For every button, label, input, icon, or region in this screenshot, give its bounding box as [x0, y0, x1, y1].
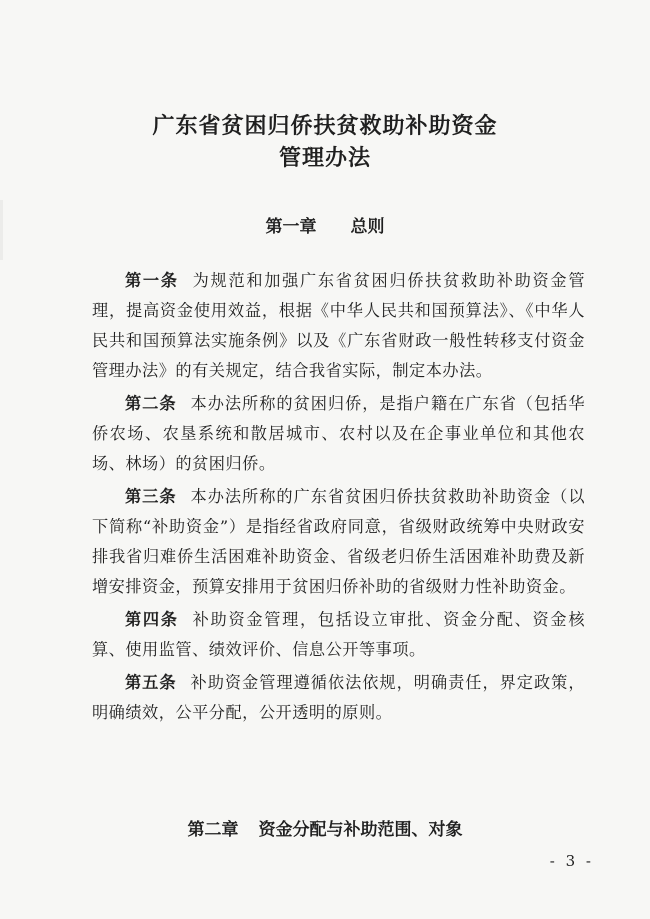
article-1 [92, 266, 585, 386]
chapter-one-heading [0, 216, 650, 238]
article-3-number: 第三条 [125, 487, 177, 506]
chapter-two-label: 第二章 [187, 820, 239, 840]
article-1-text: 为规范和加强广东省贫困归侨扶贫救助补助资金管理，提高资金使用效益，根据《中华人民共和国预算法》、《中华人民共和国预算法实施条例》以及《广东省财政一般性转移支付资金管理办法》的有关规定，结合我省实际，制定本办法。 [92, 271, 586, 380]
article-2-number: 第二条 [125, 394, 177, 413]
article-3-text: 本办法所称的广东省贫困归侨扶贫救助补助资金（以下简称“补助资金”）是指经省政府同意，省级财政统筹中央财政安排我省归难侨生活困难补助资金、省级老归侨生活困难补助费及新增安排资金，预算安排用于贫困归侨补助的省级财力性补助资金。 [92, 487, 586, 596]
document-title-line1: 广东省贫困归侨扶贫救助补助资金 [152, 113, 498, 139]
chapter-one-name: 总则 [350, 217, 385, 237]
document-body [92, 266, 585, 731]
chapter-two-heading [0, 819, 650, 841]
article-1-number: 第一条 [125, 271, 179, 290]
document-title-line2: 管理办法 [278, 145, 371, 171]
scan-edge-mark [0, 200, 3, 260]
page-number: - 3 - [549, 852, 594, 870]
article-5-text: 补助资金管理遵循依法依规，明确责任，界定政策，明确绩效，公平分配，公开透明的原则。 [92, 673, 586, 722]
article-3 [92, 482, 585, 602]
article-5 [92, 668, 585, 728]
article-2-text: 本办法所称的贫困归侨，是指户籍在广东省（包括华侨农场、农垦系统和散居城市、农村以及在企事业单位和其他农场、林场）的贫困归侨。 [92, 394, 586, 473]
chapter-two-name: 资金分配与补助范围、对象 [258, 820, 463, 840]
article-5-number: 第五条 [125, 673, 177, 692]
article-4-text: 补助资金管理，包括设立审批、资金分配、资金核算、使用监管、绩效评价、信息公开等事项。 [92, 610, 586, 659]
article-2 [92, 389, 585, 479]
article-4 [92, 605, 585, 665]
chapter-one-label: 第一章 [265, 217, 317, 237]
article-4-number: 第四条 [125, 610, 179, 629]
